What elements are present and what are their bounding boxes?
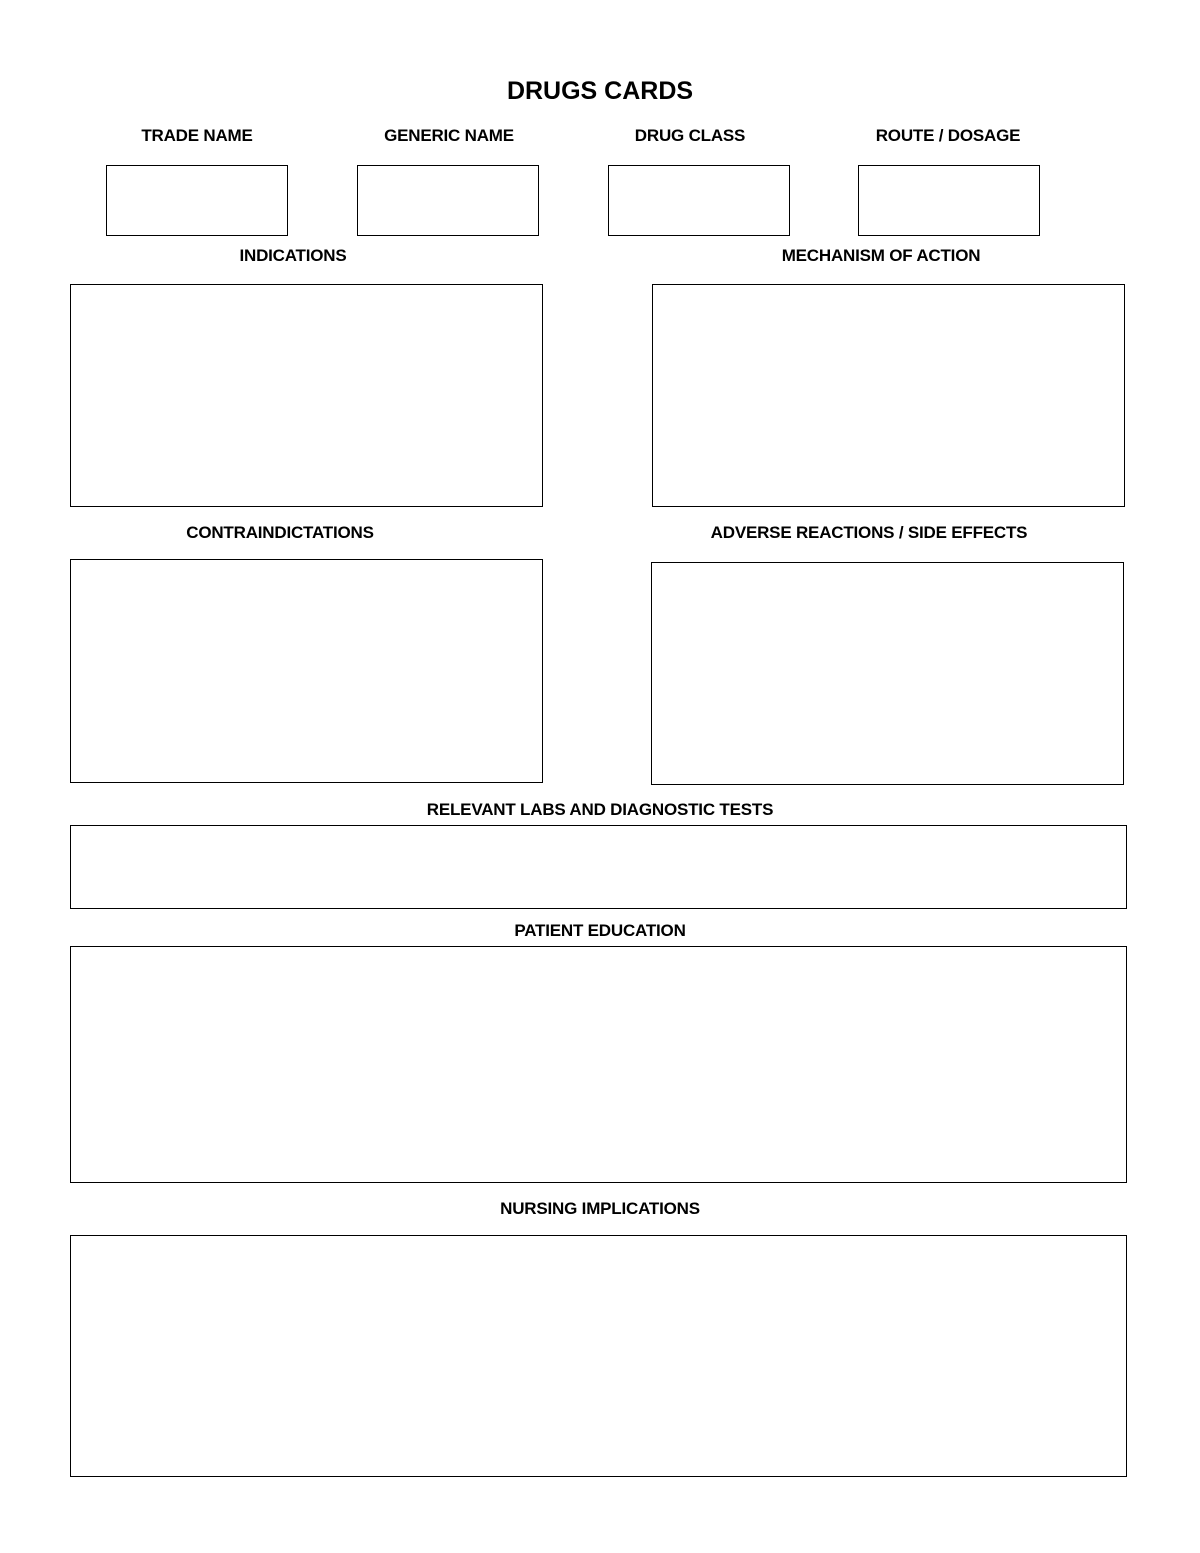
mechanism-of-action-label: MECHANISM OF ACTION — [781, 246, 981, 265]
trade-name-box[interactable] — [106, 165, 288, 236]
trade-name-label: TRADE NAME — [141, 126, 253, 145]
relevant-labs-box[interactable] — [70, 825, 1127, 909]
contraindications-box[interactable] — [70, 559, 543, 783]
indications-label: INDICATIONS — [239, 246, 347, 265]
generic-name-label: GENERIC NAME — [384, 126, 514, 145]
drug-class-box[interactable] — [608, 165, 790, 236]
route-dosage-box[interactable] — [858, 165, 1040, 236]
generic-name-box[interactable] — [357, 165, 539, 236]
indications-box[interactable] — [70, 284, 543, 507]
contraindications-label: CONTRAINDICTATIONS — [186, 523, 374, 542]
adverse-reactions-box[interactable] — [651, 562, 1124, 785]
mechanism-of-action-box[interactable] — [652, 284, 1125, 507]
relevant-labs-label: RELEVANT LABS AND DIAGNOSTIC TESTS — [426, 800, 774, 819]
adverse-reactions-label: ADVERSE REACTIONS / SIDE EFFECTS — [710, 523, 1028, 542]
nursing-implications-box[interactable] — [70, 1235, 1127, 1477]
drug-class-label: DRUG CLASS — [634, 126, 746, 145]
patient-education-label: PATIENT EDUCATION — [514, 921, 686, 940]
nursing-implications-label: NURSING IMPLICATIONS — [500, 1199, 700, 1218]
route-dosage-label: ROUTE / DOSAGE — [875, 126, 1021, 145]
patient-education-box[interactable] — [70, 946, 1127, 1183]
page-title: DRUGS CARDS — [506, 77, 694, 105]
